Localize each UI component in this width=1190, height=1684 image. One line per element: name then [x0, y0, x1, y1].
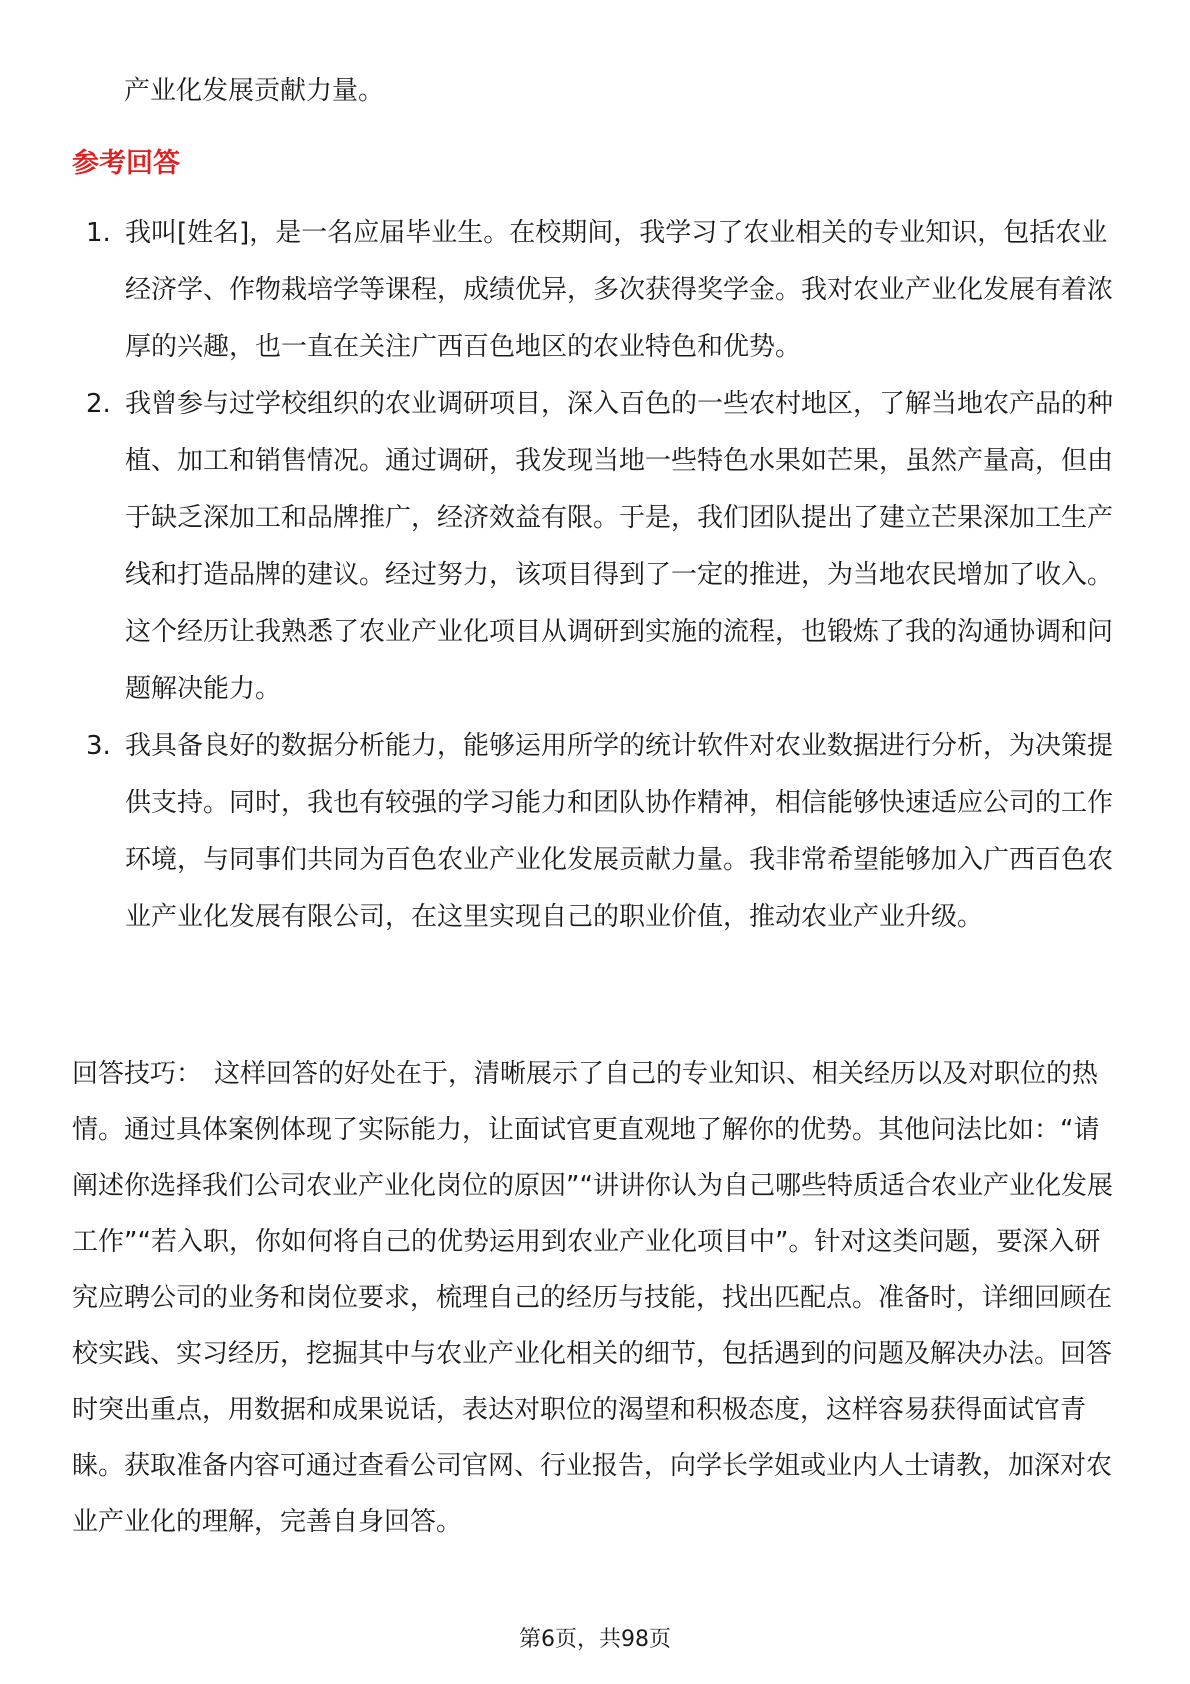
answer-number: 1.: [86, 218, 111, 248]
tips-text: 这样回答的好处在于，清晰展示了自己的专业知识、相关经历以及对职位的热情。通过具体案例体现了实际能力，让面试官更直观地了解你的优势。其他问法比如：“请阐述你选择我们公司农业产业化岗位的原因”“讲讲你认为自己哪些特质适合农业产业化发展工作”“若入职，你如何将自己的优势运用到农业产业化项目中”。针对这类问题，要深入研究应聘公司的业务和岗位要求，梳理自己的经历与技能，找出匹配点。准备时，详细回顾在校实践、实习经历，挖掘其中与农业产业化相关的细节，包括遇到的问题及解决办法。回答时突出重点，用数据和成果说话，表达对职位的渴望和积极态度，这样容易获得面试官青睐。获取准备内容可通过查看公司官网、行业报告，向学长学姐或业内人士请教，加深对农业产业化的理解，完善自身回答。: [72, 1059, 1113, 1537]
section-title: 参考回答: [72, 148, 180, 179]
answer-number: 3.: [86, 731, 111, 761]
continued-text: 产业化发展贡献力量。: [124, 76, 385, 106]
answer-number: 2.: [86, 389, 111, 419]
answer-list: [72, 205, 1122, 946]
tips-label: 回答技巧：: [72, 1059, 203, 1089]
answer-text: 我曾参与过学校组织的农业调研项目，深入百色的一些农村地区，了解当地农产品的种植、加工和销售情况。通过调研，我发现当地一些特色水果如芒果，虽然产量高，但由于缺乏深加工和品牌推广，经济效益有限。于是，我们团队提出了建立芒果深加工生产线和打造品牌的建议。经过努力，该项目得到了一定的推进，为当地农民增加了收入。这个经历让我熟悉了农业产业化项目从调研到实施的流程，也锻炼了我的沟通协调和问题解决能力。: [125, 389, 1114, 704]
page-number: 第6页，共98页: [519, 1627, 671, 1652]
answer-item-1: [72, 205, 1122, 376]
answer-text: 我具备良好的数据分析能力，能够运用所学的统计软件对农业数据进行分析，为决策提供支持。同时，我也有较强的学习能力和团队协作精神，相信能够快速适应公司的工作环境，与同事们共同为百色农业产业化发展贡献力量。我非常希望能够加入广西百色农业产业化发展有限公司，在这里实现自己的职业价值，推动农业产业升级。: [125, 731, 1114, 932]
answer-item-3: [72, 718, 1122, 946]
answer-item-2: [72, 376, 1122, 718]
answer-tips: [72, 1046, 1124, 1550]
answer-text: 我叫[姓名]，是一名应届毕业生。在校期间，我学习了农业相关的专业知识，包括农业经济学、作物栽培学等课程，成绩优异，多次获得奖学金。我对农业产业化发展有着浓厚的兴趣，也一直在关注广西百色地区的农业特色和优势。: [125, 218, 1114, 362]
